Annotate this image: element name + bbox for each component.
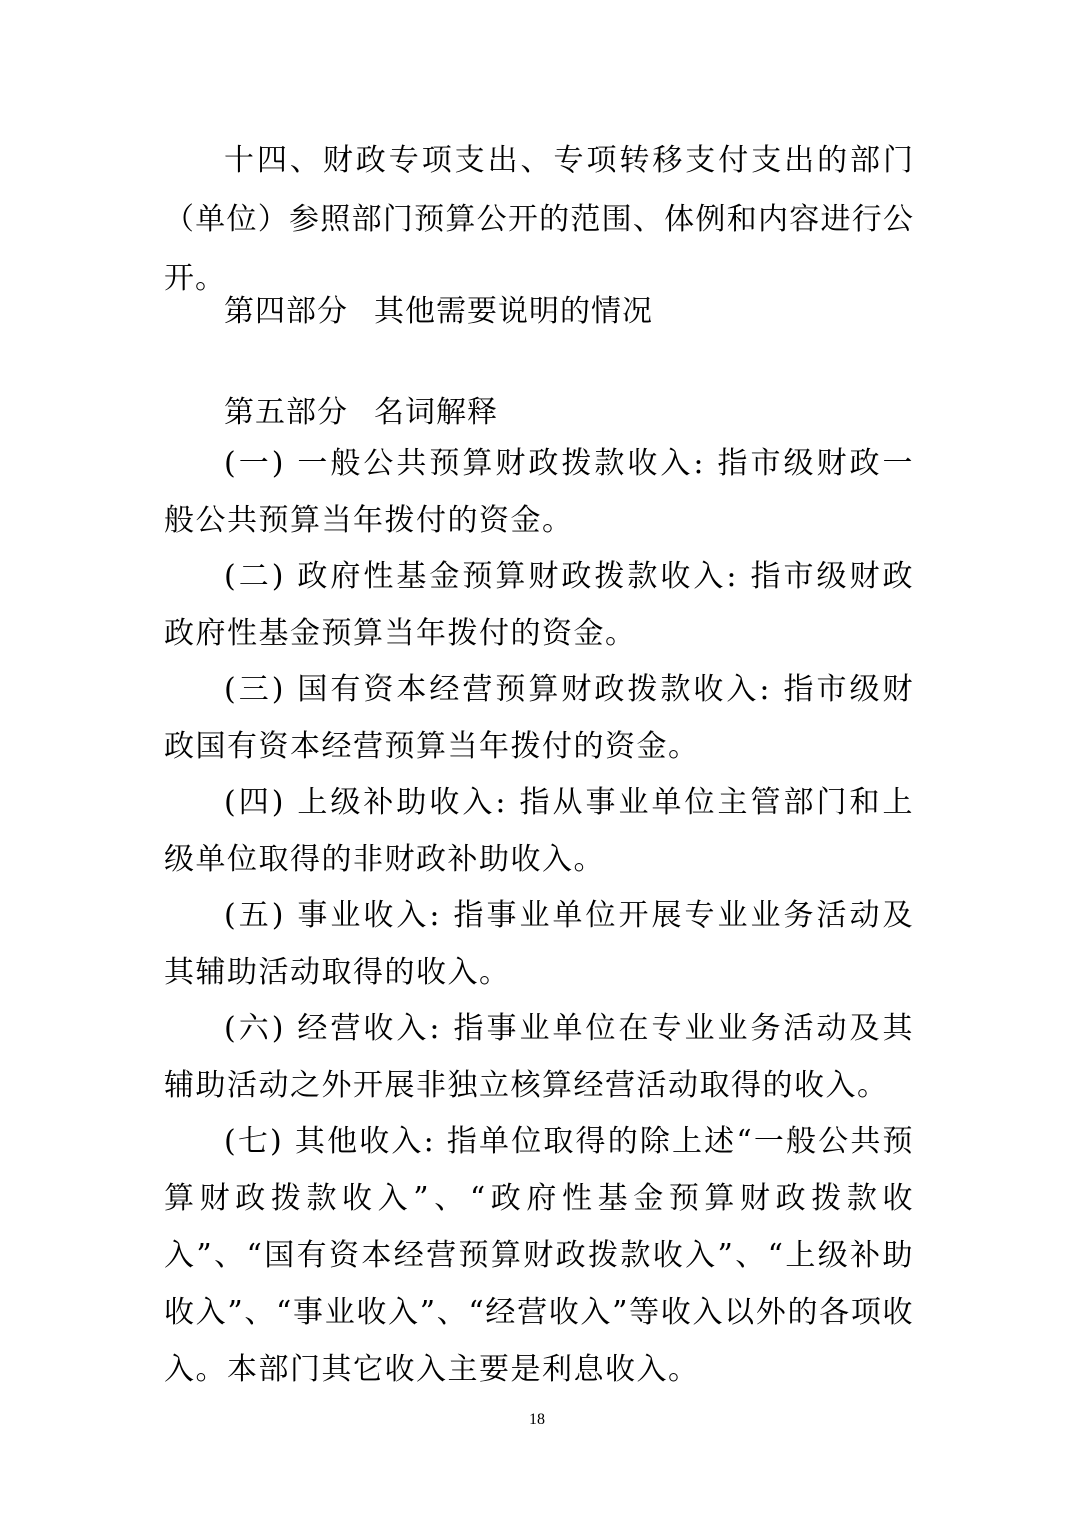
definition-paragraph-5: (五) 事业收入: 指事业单位开展专业业务活动及其辅助活动取得的收入。 bbox=[164, 898, 914, 990]
definition-paragraph-4: (四) 上级补助收入: 指从事业单位主管部门和上级单位取得的非财政补助收入。 bbox=[164, 785, 914, 877]
definition-paragraph-3: (三) 国有资本经营预算财政拨款收入: 指市级财政国有资本经营预算当年拨付的资金。 bbox=[164, 672, 914, 764]
section-heading-part4 bbox=[224, 292, 653, 332]
section-title: 其他需要说明的情况 bbox=[374, 294, 653, 329]
section-title: 名词解释 bbox=[374, 395, 498, 430]
page-number: 18 bbox=[529, 1411, 545, 1428]
definition-paragraph-7: (七) 其他收入: 指单位取得的除上述“一般公共预算财政拨款收入”、“政府性基金预算财政拨款收入”、“国有资本经营预算财政拨款收入”、“上级补助收入”、“事业收入”、“经营收入”等收入以外的各项收入。本部门其它收入主要是利息收入。 bbox=[164, 1124, 914, 1387]
definition-paragraph-2: (二) 政府性基金预算财政拨款收入: 指市级财政政府性基金预算当年拨付的资金。 bbox=[164, 559, 914, 651]
definition-paragraph-6: (六) 经营收入: 指事业单位在专业业务活动及其辅助活动之外开展非独立核算经营活动取得的收入。 bbox=[164, 1011, 914, 1103]
intro-paragraph: 十四、财政专项支出、专项转移支付支出的部门（单位）参照部门预算公开的范围、体例和内容进行公开。 bbox=[164, 143, 914, 296]
definition-paragraph-1: (一) 一般公共预算财政拨款收入: 指市级财政一般公共预算当年拨付的资金。 bbox=[164, 446, 914, 538]
section-part-label: 第四部分 bbox=[224, 294, 348, 329]
section-heading-part5 bbox=[224, 393, 498, 433]
section-part-label: 第五部分 bbox=[224, 395, 348, 430]
